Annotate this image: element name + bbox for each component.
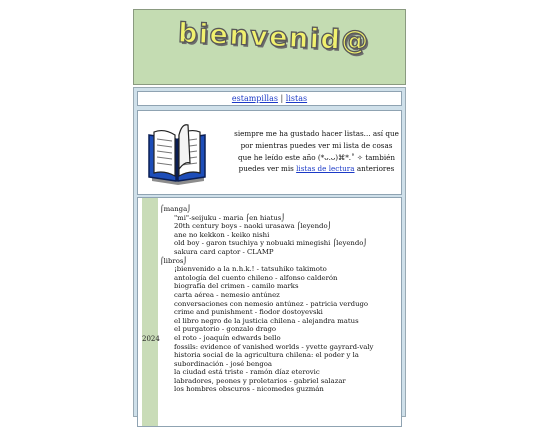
list-item: 20th century boys - naoki urasawa ⌠leyendo⌡: [174, 222, 332, 231]
list-item: la ciudad está triste - ramón díaz eterovic: [174, 368, 320, 377]
list-item: conversaciones con nemesio antúnez - patricia verdugo: [174, 299, 369, 308]
year-label: 2024: [142, 335, 160, 343]
list-item: los hombres obscuros - nicomedes guzmán: [174, 385, 324, 394]
list-item: sakura card captor - CLAMP: [174, 247, 274, 256]
intro-text-end: anteriores: [356, 164, 395, 174]
intro-text-main: siempre me ha gustado hacer listas... así que por mientras puedes ver mi lista de cosas que he leído este año (*ᴗ.ᴗ)⌘*.˚ ✧ también puedes ver mis: [234, 129, 399, 174]
list-item: labradores, peones y proletarios - gabriel salazar: [174, 376, 346, 385]
list-item: historia social de la agricultura chilena: el poder y la subordinación - josé bengoa: [174, 351, 359, 368]
nav-link-estampillas[interactable]: estampillas: [231, 94, 278, 103]
list-item: carta aérea - nemesio antúnez: [174, 290, 280, 299]
list-item: old boy - garon tsuchiya y nobuaki minegishi ⌠leyendo⌡: [174, 239, 368, 248]
list-item: ¡bienvenido a la n.h.k.! - tatsuhiko takimoto: [174, 265, 327, 274]
category-libros: ⌠libros⌡: [160, 256, 187, 265]
reading-lists-link[interactable]: listas de lectura: [296, 164, 355, 174]
nav-bar: [137, 91, 402, 106]
list-item: antología del cuento chileno - alfonso calderón: [174, 273, 338, 282]
header-banner: [133, 9, 406, 85]
list-item: "mi"-seijuku - maria ⌠en hiatus⌡: [174, 213, 285, 222]
reading-list-box: [137, 197, 402, 427]
list-item: el libro negro de la justicia chilena - alejandra matus: [174, 316, 359, 325]
list-item: crime and punishment - fiodor dostoyevski: [174, 308, 323, 317]
content-panel: [133, 87, 406, 417]
nav-link-listas[interactable]: listas: [285, 94, 308, 103]
intro-box: [137, 110, 402, 195]
category-manga: ⌠manga⌡: [160, 205, 191, 213]
intro-text: [234, 128, 399, 175]
list-item: ane no kekkon - keiko nishi: [174, 230, 270, 239]
reading-list: [159, 205, 402, 394]
banner-title: bienvenid@: [177, 17, 371, 58]
list-item: fossils: evidence of vanished worlds - yvette gayrard-valy: [174, 342, 374, 351]
open-book-icon: [146, 119, 208, 189]
list-item: biografía del crimen - camilo marks: [174, 282, 299, 291]
list-item: el roto - joaquín edwards bello: [174, 333, 281, 342]
year-column: [142, 198, 158, 427]
nav-separator: |: [280, 94, 284, 103]
list-item: el purgatorio - gonzalo drago: [174, 325, 277, 334]
